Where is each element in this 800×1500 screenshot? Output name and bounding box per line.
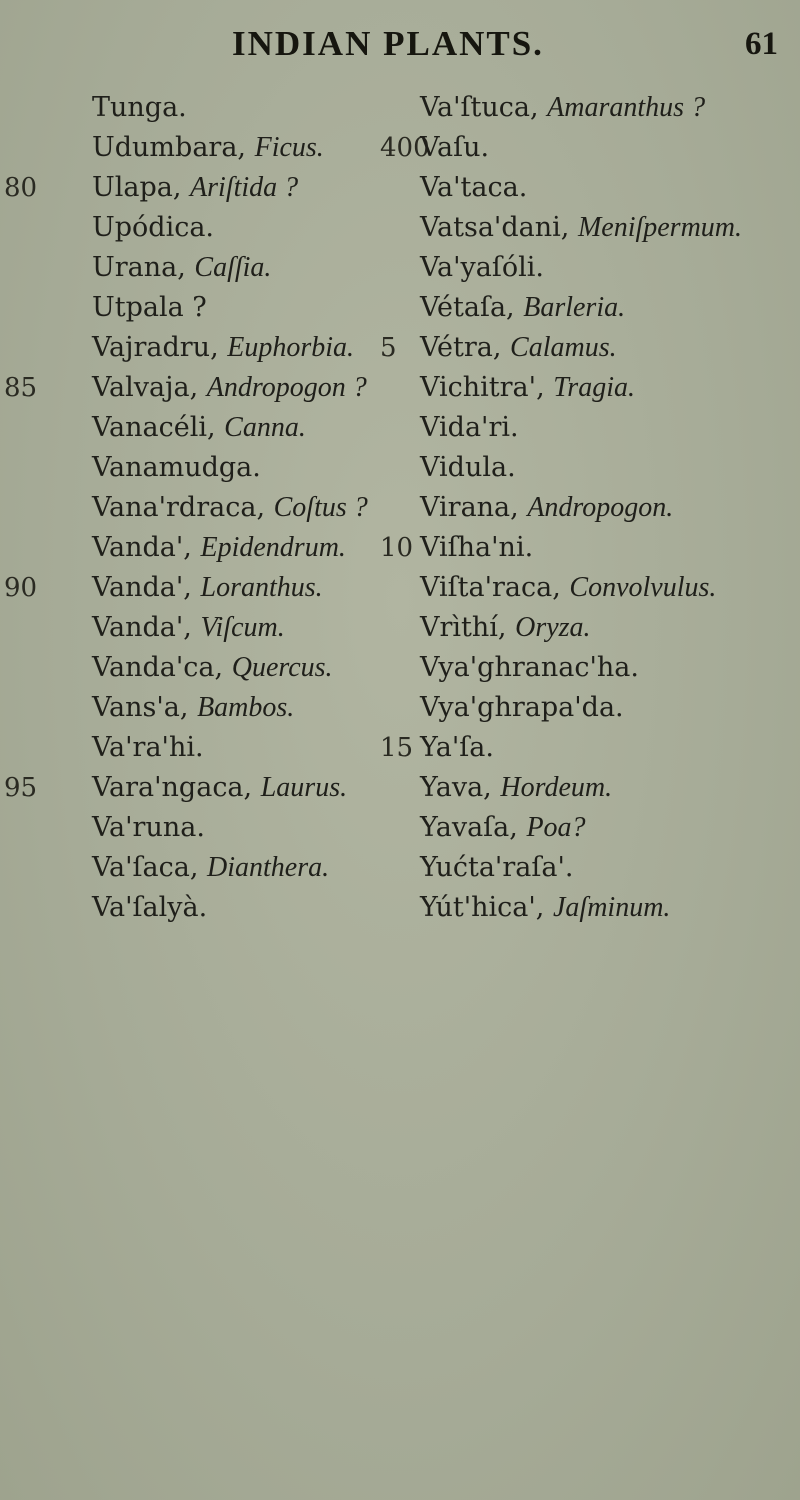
sanskrit-name: Va'yaſóli.: [420, 252, 544, 283]
sanskrit-name: Va'taca.: [420, 172, 528, 203]
latin-genus: Poa?: [526, 812, 586, 843]
line-number: 90: [4, 573, 38, 603]
latin-genus: Jaſminum.: [552, 892, 671, 923]
entry-text: [420, 368, 635, 408]
latin-genus: Andropogon ?: [206, 372, 367, 403]
sanskrit-name: Vétaſa,: [420, 292, 515, 323]
latin-genus: Hordeum.: [500, 772, 613, 803]
latin-genus: Convolvulus.: [569, 572, 717, 603]
sanskrit-name: Vans'a,: [92, 692, 189, 723]
entry-text: [92, 488, 368, 528]
sanskrit-name: Yućta'raſa'.: [420, 852, 574, 883]
line-number: 15: [380, 733, 414, 763]
entry-text: [420, 248, 544, 288]
entry-text: [420, 88, 705, 128]
sanskrit-name: Vatsa'dani,: [420, 212, 570, 243]
entry-text: [420, 128, 489, 168]
entry-text: [92, 568, 323, 608]
latin-genus: Caſſia.: [194, 252, 272, 283]
latin-genus: Euphorbia.: [227, 332, 355, 363]
sanskrit-name: Vanda'ca,: [92, 652, 224, 683]
entry-text: [420, 768, 612, 808]
sanskrit-name: Vanda',: [92, 572, 192, 603]
latin-genus: Barleria.: [523, 292, 626, 323]
line-number: 85: [4, 373, 38, 403]
entry-text: [420, 288, 625, 328]
entry-text: [92, 208, 214, 248]
latin-genus: Epidendrum.: [200, 532, 346, 563]
entry-text: [92, 328, 354, 368]
running-title: INDIAN PLANTS.: [232, 24, 544, 63]
sanskrit-name: Vya'ghrapa'da.: [420, 692, 624, 723]
entry-text: [92, 728, 204, 768]
entry-text: [420, 448, 516, 488]
sanskrit-name: Vrìthí,: [420, 612, 507, 643]
sanskrit-name: Vida'ri.: [420, 412, 519, 443]
entry-text: [420, 568, 716, 608]
sanskrit-name: Vajradru,: [92, 332, 219, 363]
entry-text: [420, 488, 673, 528]
entry-text: [420, 168, 527, 208]
entry-text: [92, 528, 346, 568]
latin-genus: Ariſtida ?: [190, 172, 299, 203]
sanskrit-name: Viſha'ni.: [420, 532, 534, 563]
entry-text: [420, 408, 519, 448]
sanskrit-name: Ulapa,: [92, 172, 182, 203]
entry-text: [420, 888, 670, 928]
sanskrit-name: Yút'hica',: [420, 892, 545, 923]
sanskrit-name: Utpala ?: [92, 292, 207, 323]
entry-text: [92, 688, 294, 728]
sanskrit-name: Vana'rdraca,: [92, 492, 266, 523]
entry-text: [420, 648, 639, 688]
sanskrit-name: Urana,: [92, 252, 186, 283]
entry-text: [420, 328, 617, 368]
latin-genus: Quercus.: [231, 652, 333, 683]
line-number: 400: [380, 133, 430, 163]
latin-genus: Dianthera.: [207, 852, 330, 883]
sanskrit-name: Vétra,: [420, 332, 502, 363]
sanskrit-name: Va'runa.: [92, 812, 205, 843]
entry-text: [420, 808, 586, 848]
entry-text: [420, 528, 533, 568]
entry-text: [420, 608, 591, 648]
entry-text: [420, 728, 494, 768]
entry-text: [92, 448, 261, 488]
latin-genus: Laurus.: [260, 772, 348, 803]
sanskrit-name: Vanamudga.: [92, 452, 261, 483]
latin-genus: Canna.: [224, 412, 306, 443]
latin-genus: Meniſpermum.: [577, 212, 743, 243]
entry-text: [420, 208, 742, 248]
sanskrit-name: Va'ra'hi.: [92, 732, 204, 763]
latin-genus: Viſcum.: [200, 612, 285, 643]
sanskrit-name: Vanacéli,: [92, 412, 216, 443]
entry-text: [92, 368, 367, 408]
entry-text: [92, 608, 285, 648]
entry-text: [92, 408, 306, 448]
entry-text: [92, 768, 347, 808]
sanskrit-name: Valvaja,: [92, 372, 199, 403]
line-number: 95: [4, 773, 38, 803]
sanskrit-name: Udumbara,: [92, 132, 246, 163]
latin-genus: Calamus.: [510, 332, 617, 363]
sanskrit-name: Vya'ghranac'ha.: [420, 652, 639, 683]
entry-text: [92, 888, 207, 928]
sanskrit-name: Yava,: [420, 772, 492, 803]
sanskrit-name: Va'ſaca,: [92, 852, 199, 883]
entry-text: [92, 248, 271, 288]
sanskrit-name: Ya'ſa.: [420, 732, 494, 763]
latin-genus: Bambos.: [197, 692, 295, 723]
sanskrit-name: Vanda',: [92, 532, 192, 563]
page-header: [0, 18, 800, 68]
sanskrit-name: Yavaſa,: [420, 812, 518, 843]
entry-text: [420, 688, 624, 728]
line-number: 80: [4, 173, 38, 203]
entry-text: [92, 848, 329, 888]
entry-text: [92, 168, 298, 208]
latin-genus: Tragia.: [553, 372, 635, 403]
latin-genus: Amaranthus ?: [547, 92, 706, 123]
latin-genus: Andropogon.: [527, 492, 674, 523]
entry-text: [92, 128, 324, 168]
latin-genus: Oryza.: [515, 612, 591, 643]
entry-text: [92, 88, 187, 128]
sanskrit-name: Viſta'raca,: [420, 572, 561, 603]
page-number: 61: [745, 26, 778, 62]
entry-text: [92, 648, 333, 688]
sanskrit-name: Virana,: [420, 492, 519, 523]
line-number: 10: [380, 533, 414, 563]
latin-genus: Ficus.: [254, 132, 324, 163]
entry-text: [420, 848, 573, 888]
sanskrit-name: Va'ſtuca,: [420, 92, 539, 123]
sanskrit-name: Vichitra',: [420, 372, 545, 403]
line-number: 5: [380, 333, 397, 363]
sanskrit-name: Vidula.: [420, 452, 516, 483]
sanskrit-name: Tunga.: [92, 92, 187, 123]
sanskrit-name: Vaſu.: [420, 132, 490, 163]
latin-genus: Loranthus.: [200, 572, 323, 603]
sanskrit-name: Vanda',: [92, 612, 192, 643]
latin-genus: Coſtus ?: [273, 492, 368, 523]
entry-text: [92, 288, 207, 328]
sanskrit-name: Upódica.: [92, 212, 215, 243]
sanskrit-name: Va'ſalyà.: [92, 892, 208, 923]
entry-text: [92, 808, 205, 848]
sanskrit-name: Vara'ngaca,: [92, 772, 253, 803]
